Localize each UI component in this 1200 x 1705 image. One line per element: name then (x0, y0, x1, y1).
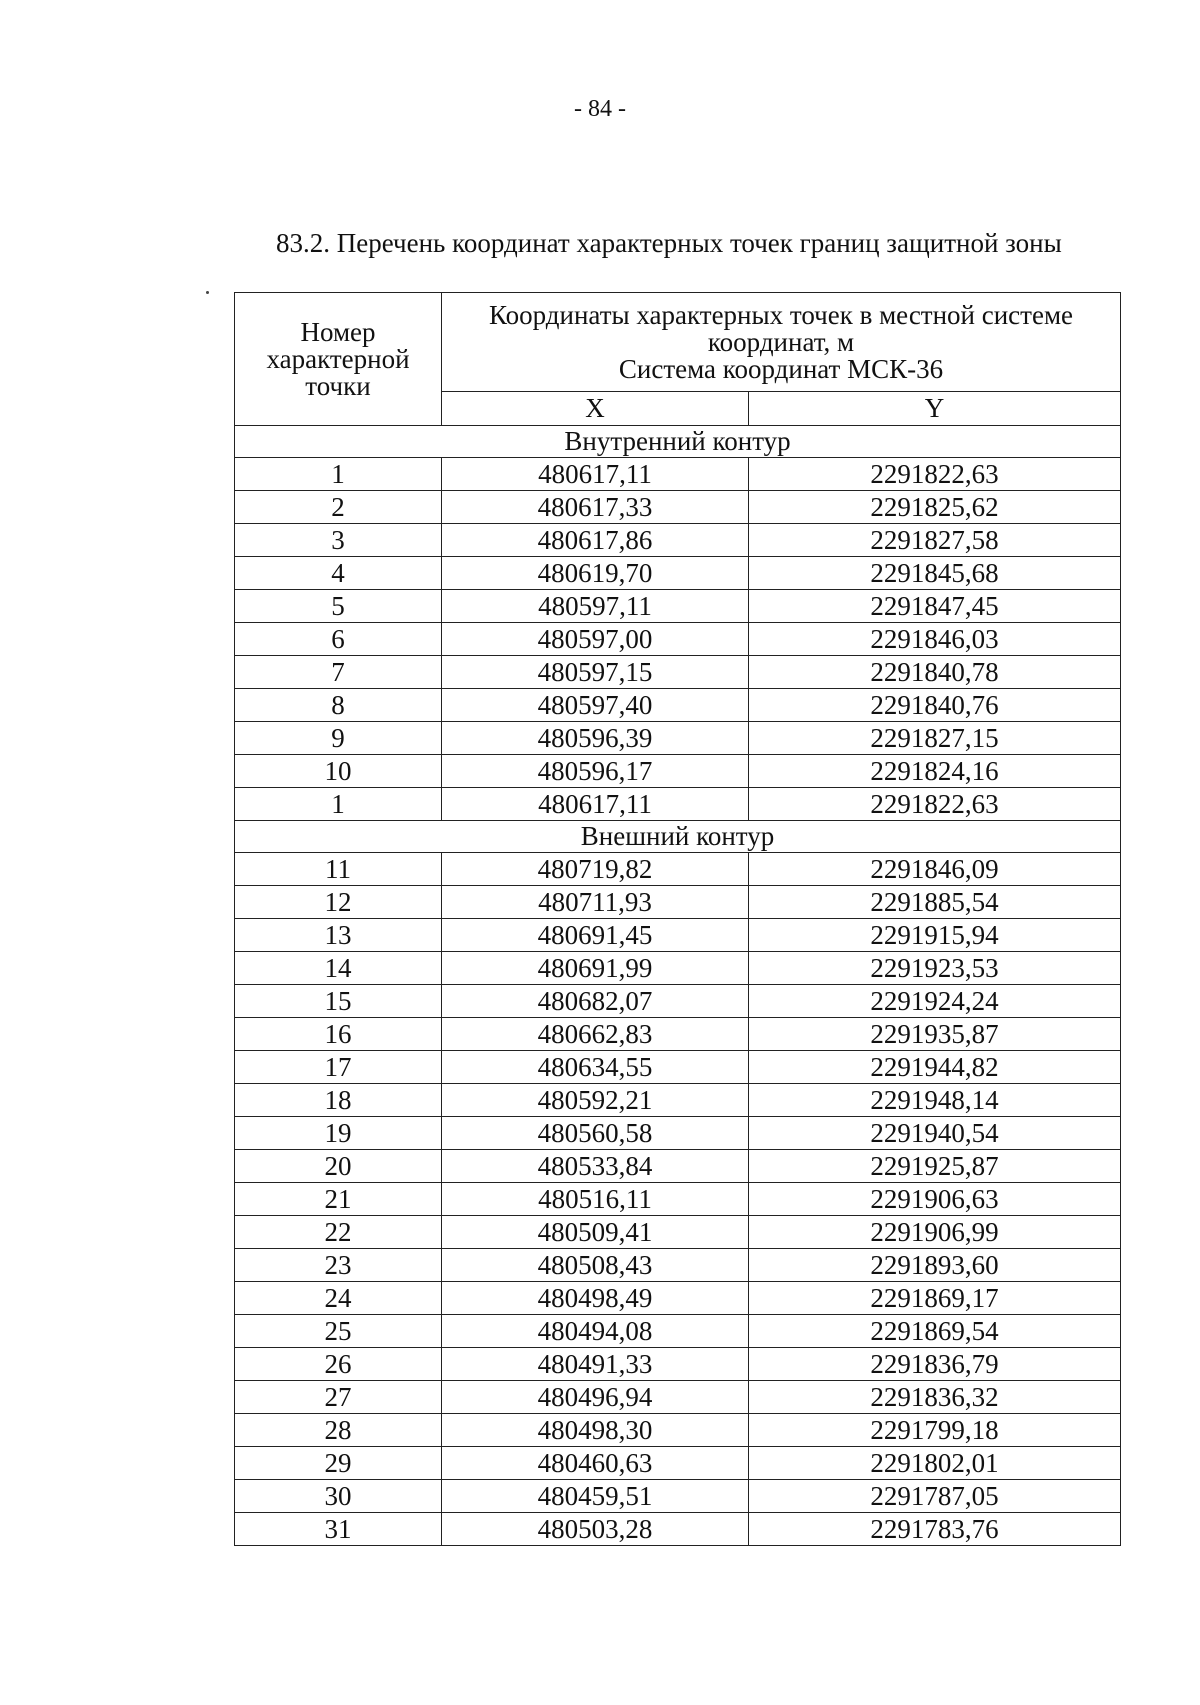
y-coordinate-cell: 2291845,68 (749, 557, 1121, 590)
x-coordinate-cell: 480617,11 (442, 458, 749, 491)
y-coordinate-cell: 2291799,18 (749, 1414, 1121, 1447)
table-header (235, 293, 1121, 426)
point-number-cell: 24 (235, 1282, 442, 1315)
section-title: Внешний контур (235, 821, 1121, 853)
table-row (235, 952, 1121, 985)
y-coordinate-cell: 2291948,14 (749, 1084, 1121, 1117)
table-row (235, 524, 1121, 557)
y-coordinate-cell: 2291846,09 (749, 853, 1121, 886)
table-row (235, 1183, 1121, 1216)
x-coordinate-cell: 480496,94 (442, 1381, 749, 1414)
x-coordinate-cell: 480498,30 (442, 1414, 749, 1447)
table-row (235, 1249, 1121, 1282)
y-coordinate-cell: 2291893,60 (749, 1249, 1121, 1282)
point-number-cell: 30 (235, 1480, 442, 1513)
point-number-cell: 25 (235, 1315, 442, 1348)
page-number: - 84 - (574, 96, 626, 122)
table-row (235, 1282, 1121, 1315)
y-coordinate-cell: 2291906,63 (749, 1183, 1121, 1216)
x-coordinate-cell: 480617,33 (442, 491, 749, 524)
point-number-cell: 6 (235, 623, 442, 656)
y-column-header: Y (749, 392, 1121, 426)
y-coordinate-cell: 2291915,94 (749, 919, 1121, 952)
x-coordinate-cell: 480503,28 (442, 1513, 749, 1546)
table-row (235, 755, 1121, 788)
point-number-cell: 26 (235, 1348, 442, 1381)
table-row (235, 853, 1121, 886)
y-coordinate-cell: 2291827,15 (749, 722, 1121, 755)
x-coordinate-cell: 480662,83 (442, 1018, 749, 1051)
point-number-cell: 22 (235, 1216, 442, 1249)
point-number-header-line3: точки (305, 370, 371, 401)
table-row (235, 722, 1121, 755)
table-row (235, 1315, 1121, 1348)
coordinates-header-line2: координат, м (707, 326, 855, 357)
point-number-cell: 7 (235, 656, 442, 689)
x-coordinate-cell: 480596,39 (442, 722, 749, 755)
x-coordinate-cell: 480509,41 (442, 1216, 749, 1249)
table-row (235, 557, 1121, 590)
table-row (235, 985, 1121, 1018)
table-row (235, 491, 1121, 524)
y-coordinate-cell: 2291869,54 (749, 1315, 1121, 1348)
y-coordinate-cell: 2291906,99 (749, 1216, 1121, 1249)
x-column-header: X (442, 392, 749, 426)
section-row (235, 426, 1121, 458)
y-coordinate-cell: 2291836,79 (749, 1348, 1121, 1381)
point-number-cell: 8 (235, 689, 442, 722)
y-coordinate-cell: 2291825,62 (749, 491, 1121, 524)
y-coordinate-cell: 2291944,82 (749, 1051, 1121, 1084)
y-coordinate-cell: 2291847,45 (749, 590, 1121, 623)
point-number-cell: 14 (235, 952, 442, 985)
x-coordinate-cell: 480508,43 (442, 1249, 749, 1282)
x-coordinate-cell: 480597,00 (442, 623, 749, 656)
point-number-cell: 13 (235, 919, 442, 952)
point-number-cell: 19 (235, 1117, 442, 1150)
x-coordinate-cell: 480494,08 (442, 1315, 749, 1348)
table-row (235, 1381, 1121, 1414)
y-coordinate-cell: 2291840,78 (749, 656, 1121, 689)
y-coordinate-cell: 2291822,63 (749, 458, 1121, 491)
coordinates-header-line3: Система координат МСК-36 (618, 353, 944, 384)
table-row (235, 623, 1121, 656)
point-number-cell: 18 (235, 1084, 442, 1117)
x-coordinate-cell: 480516,11 (442, 1183, 749, 1216)
point-number-cell: 1 (235, 788, 442, 821)
point-number-cell: 16 (235, 1018, 442, 1051)
point-number-cell: 17 (235, 1051, 442, 1084)
y-coordinate-cell: 2291940,54 (749, 1117, 1121, 1150)
x-coordinate-cell: 480634,55 (442, 1051, 749, 1084)
table-row (235, 1513, 1121, 1546)
y-coordinate-cell: 2291787,05 (749, 1480, 1121, 1513)
y-coordinate-cell: 2291827,58 (749, 524, 1121, 557)
x-coordinate-cell: 480691,45 (442, 919, 749, 952)
y-coordinate-cell: 2291836,32 (749, 1381, 1121, 1414)
page-title: 83.2. Перечень координат характерных точек границ защитной зоны (276, 228, 1062, 258)
point-number-cell: 27 (235, 1381, 442, 1414)
y-coordinate-cell: 2291923,53 (749, 952, 1121, 985)
y-coordinate-cell: 2291935,87 (749, 1018, 1121, 1051)
point-number-cell: 2 (235, 491, 442, 524)
x-coordinate-cell: 480498,49 (442, 1282, 749, 1315)
point-number-cell: 11 (235, 853, 442, 886)
point-number-cell: 31 (235, 1513, 442, 1546)
table-row (235, 1018, 1121, 1051)
table-row (235, 1117, 1121, 1150)
x-coordinate-cell: 480617,86 (442, 524, 749, 557)
table-row (235, 886, 1121, 919)
x-coordinate-cell: 480592,21 (442, 1084, 749, 1117)
table-row (235, 590, 1121, 623)
point-number-header (235, 293, 442, 426)
y-coordinate-cell: 2291869,17 (749, 1282, 1121, 1315)
table-row (235, 1150, 1121, 1183)
y-coordinate-cell: 2291822,63 (749, 788, 1121, 821)
x-coordinate-cell: 480682,07 (442, 985, 749, 1018)
table-row (235, 689, 1121, 722)
x-coordinate-cell: 480617,11 (442, 788, 749, 821)
table-row (235, 1480, 1121, 1513)
point-number-cell: 5 (235, 590, 442, 623)
point-number-cell: 23 (235, 1249, 442, 1282)
coordinates-header-line1: Координаты характерных точек в местной системе (488, 299, 1074, 330)
x-coordinate-cell: 480491,33 (442, 1348, 749, 1381)
table-row (235, 919, 1121, 952)
x-coordinate-cell: 480533,84 (442, 1150, 749, 1183)
table-row (235, 1447, 1121, 1480)
table-row (235, 1051, 1121, 1084)
coordinates-header (442, 293, 1121, 392)
x-coordinate-cell: 480597,11 (442, 590, 749, 623)
y-coordinate-cell: 2291846,03 (749, 623, 1121, 656)
table-row (235, 1414, 1121, 1447)
point-number-cell: 3 (235, 524, 442, 557)
point-number-cell: 10 (235, 755, 442, 788)
table-row (235, 1216, 1121, 1249)
table-row (235, 1348, 1121, 1381)
y-coordinate-cell: 2291924,24 (749, 985, 1121, 1018)
y-coordinate-cell: 2291802,01 (749, 1447, 1121, 1480)
x-coordinate-cell: 480597,40 (442, 689, 749, 722)
y-coordinate-cell: 2291824,16 (749, 755, 1121, 788)
x-coordinate-cell: 480459,51 (442, 1480, 749, 1513)
table-row (235, 656, 1121, 689)
point-number-cell: 21 (235, 1183, 442, 1216)
scan-speck (206, 291, 209, 294)
y-coordinate-cell: 2291840,76 (749, 689, 1121, 722)
point-number-cell: 4 (235, 557, 442, 590)
section-title: Внутренний контур (235, 426, 1121, 458)
x-coordinate-cell: 480691,99 (442, 952, 749, 985)
point-number-header-line2: характерной (266, 343, 410, 374)
y-coordinate-cell: 2291885,54 (749, 886, 1121, 919)
x-coordinate-cell: 480711,93 (442, 886, 749, 919)
section-row (235, 821, 1121, 853)
point-number-cell: 29 (235, 1447, 442, 1480)
table-row (235, 788, 1121, 821)
point-number-cell: 20 (235, 1150, 442, 1183)
x-coordinate-cell: 480460,63 (442, 1447, 749, 1480)
x-coordinate-cell: 480619,70 (442, 557, 749, 590)
point-number-cell: 9 (235, 722, 442, 755)
point-number-cell: 28 (235, 1414, 442, 1447)
x-coordinate-cell: 480597,15 (442, 656, 749, 689)
x-coordinate-cell: 480560,58 (442, 1117, 749, 1150)
point-number-cell: 15 (235, 985, 442, 1018)
table-body (235, 426, 1121, 1546)
y-coordinate-cell: 2291783,76 (749, 1513, 1121, 1546)
x-coordinate-cell: 480719,82 (442, 853, 749, 886)
x-coordinate-cell: 480596,17 (442, 755, 749, 788)
point-number-header-line1: Номер (300, 316, 376, 347)
point-number-cell: 1 (235, 458, 442, 491)
coordinates-table (234, 292, 1121, 1546)
y-coordinate-cell: 2291925,87 (749, 1150, 1121, 1183)
point-number-cell: 12 (235, 886, 442, 919)
table-row (235, 1084, 1121, 1117)
table-row (235, 458, 1121, 491)
